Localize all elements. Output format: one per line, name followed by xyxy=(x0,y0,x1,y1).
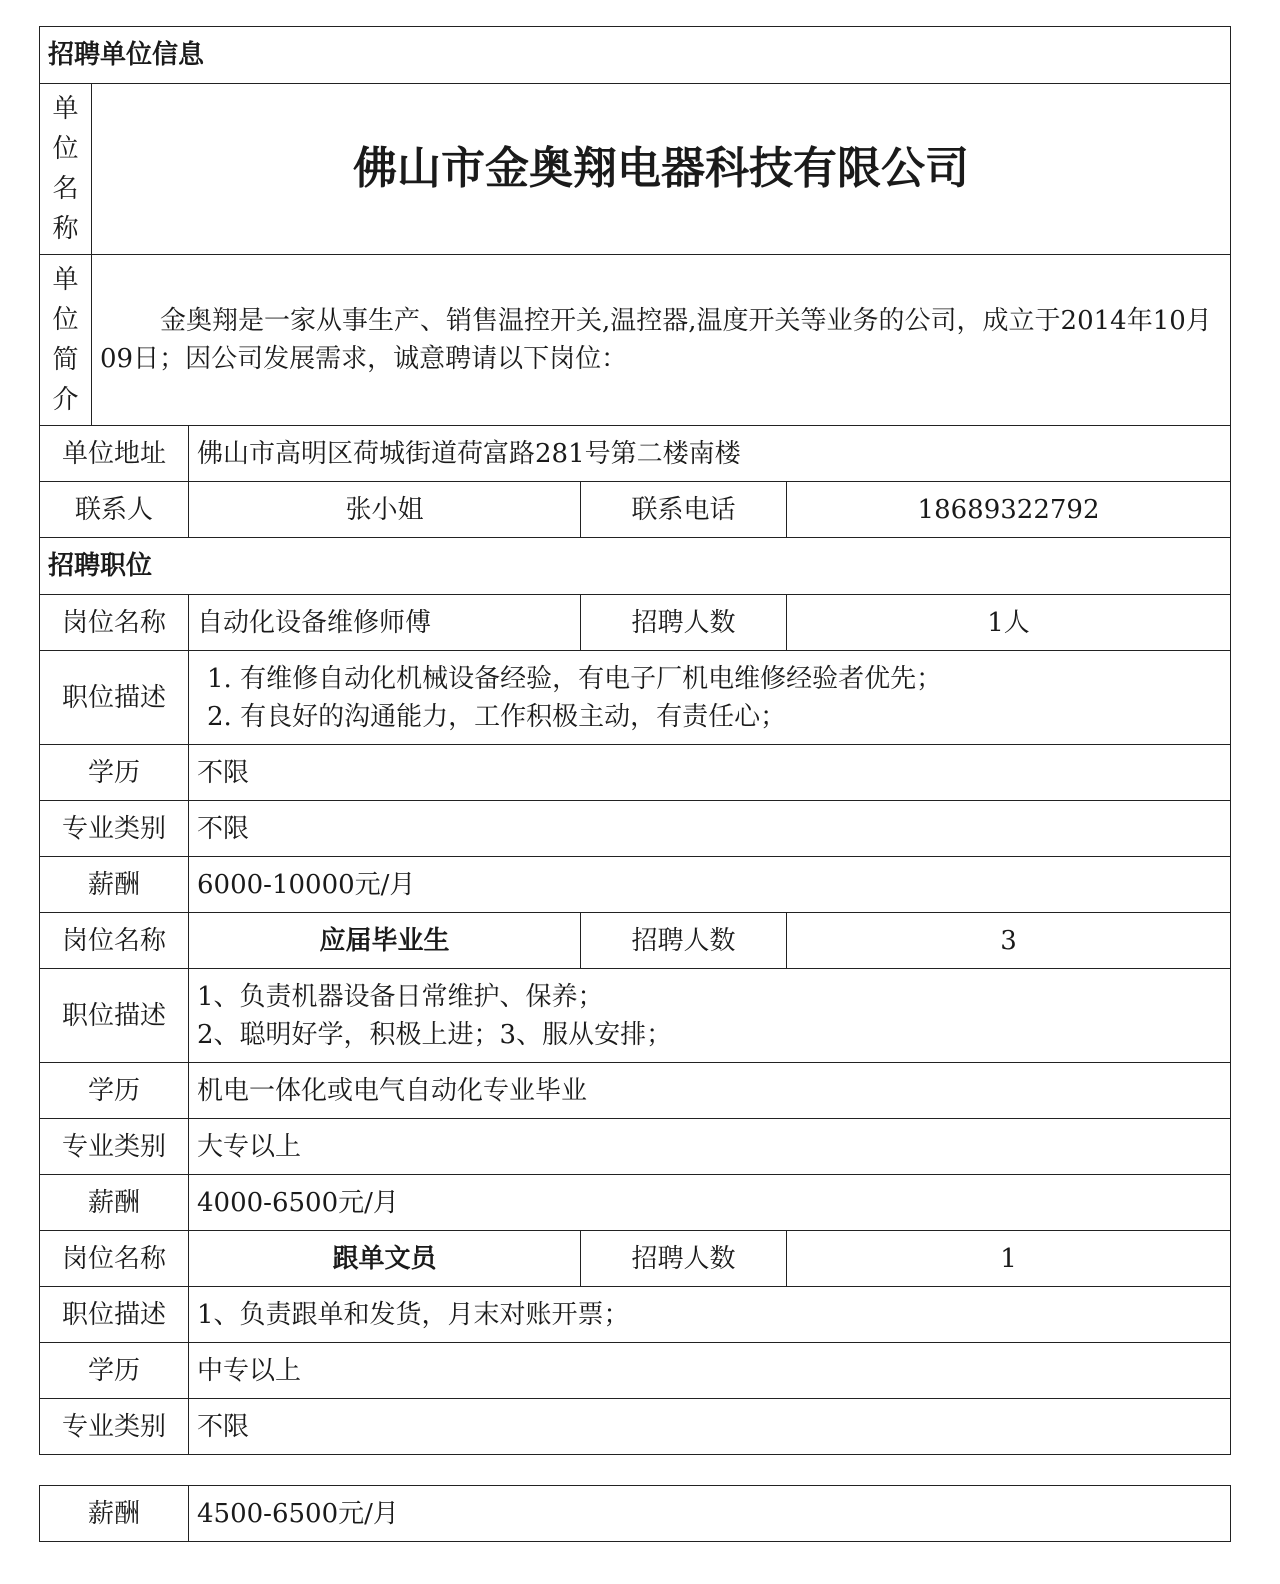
description-line: 2. 有良好的沟通能力，工作积极主动，有责任心； xyxy=(207,701,787,732)
contact-value: 张小姐 xyxy=(189,482,581,538)
description-label: 职位描述 xyxy=(40,969,189,1063)
phone-label: 联系电话 xyxy=(581,482,787,538)
salary-label: 薪酬 xyxy=(40,1486,189,1542)
education-value: 不限 xyxy=(189,745,1231,801)
major-value: 不限 xyxy=(189,801,1231,857)
education-label: 学历 xyxy=(40,1343,189,1399)
position-description: 1、负责跟单和发货，月末对账开票； xyxy=(189,1287,1231,1343)
major-value: 大专以上 xyxy=(189,1119,1231,1175)
position-name-label: 岗位名称 xyxy=(40,1231,189,1287)
education-value: 中专以上 xyxy=(189,1343,1231,1399)
description-line: 1、负责机器设备日常维护、保养； xyxy=(197,981,604,1012)
unit-name-label: 单 位 名 称 xyxy=(40,84,92,255)
company-name: 佛山市金奥翔电器科技有限公司 xyxy=(92,84,1231,255)
salary-label: 薪酬 xyxy=(40,1175,189,1231)
major-label: 专业类别 xyxy=(40,1399,189,1455)
description-line: 1. 有维修自动化机械设备经验，有电子厂机电维修经验者优先； xyxy=(207,663,943,694)
salary-label: 薪酬 xyxy=(40,857,189,913)
position-description xyxy=(189,651,1231,745)
major-value: 不限 xyxy=(189,1399,1231,1455)
salary-value: 6000-10000元/月 xyxy=(189,857,1231,913)
headcount-value: 3 xyxy=(787,913,1231,969)
description-label: 职位描述 xyxy=(40,651,189,745)
education-label: 学历 xyxy=(40,745,189,801)
headcount-value: 1 xyxy=(787,1231,1231,1287)
phone-value: 18689322792 xyxy=(787,482,1231,538)
section-company-info: 招聘单位信息 xyxy=(40,27,1231,84)
contact-label: 联系人 xyxy=(40,482,189,538)
position-name-label: 岗位名称 xyxy=(40,595,189,651)
position-description xyxy=(189,969,1231,1063)
address-label: 单位地址 xyxy=(40,426,189,482)
position-name-label: 岗位名称 xyxy=(40,913,189,969)
position-name: 应届毕业生 xyxy=(189,913,581,969)
description-line: 2、聪明好学，积极上进；3、服从安排； xyxy=(197,1019,673,1050)
education-label: 学历 xyxy=(40,1063,189,1119)
company-intro: 金奥翔是一家从事生产、销售温控开关,温控器,温度开关等业务的公司，成立于2014年10月09日；因公司发展需求，诚意聘请以下岗位： xyxy=(92,255,1231,426)
section-positions: 招聘职位 xyxy=(40,538,1231,595)
salary-value: 4500-6500元/月 xyxy=(189,1486,1231,1542)
major-label: 专业类别 xyxy=(40,1119,189,1175)
headcount-value: 1人 xyxy=(787,595,1231,651)
position-name: 自动化设备维修师傅 xyxy=(189,595,581,651)
salary-value: 4000-6500元/月 xyxy=(189,1175,1231,1231)
address-value: 佛山市高明区荷城街道荷富路281号第二楼南楼 xyxy=(189,426,1231,482)
unit-intro-label: 单 位 简 介 xyxy=(40,255,92,426)
headcount-label: 招聘人数 xyxy=(581,1231,787,1287)
major-label: 专业类别 xyxy=(40,801,189,857)
headcount-label: 招聘人数 xyxy=(581,595,787,651)
description-label: 职位描述 xyxy=(40,1287,189,1343)
headcount-label: 招聘人数 xyxy=(581,913,787,969)
education-value: 机电一体化或电气自动化专业毕业 xyxy=(189,1063,1231,1119)
position-name: 跟单文员 xyxy=(189,1231,581,1287)
recruitment-table xyxy=(39,26,1231,1455)
salary-table xyxy=(39,1485,1231,1542)
